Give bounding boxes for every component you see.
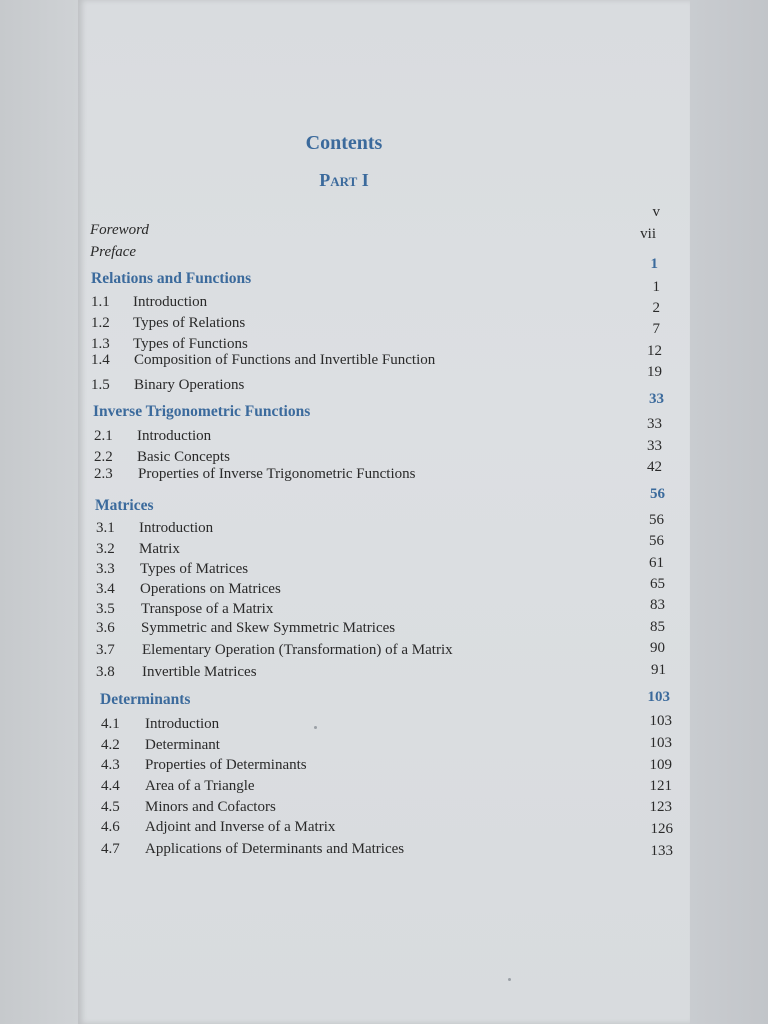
toc-page-4-2: 103 <box>649 735 672 751</box>
toc-page-4-3: 109 <box>649 757 672 773</box>
toc-page-3-5: 83 <box>650 597 665 613</box>
toc-page-1-1: 1 <box>652 279 660 295</box>
toc-page-4-4: 121 <box>649 778 672 794</box>
toc-page-1-3: 7 <box>652 321 660 337</box>
toc-page-3-4: 65 <box>650 576 665 592</box>
toc-section-4-5: 4.5 Minors and Cofactors <box>101 799 276 815</box>
toc-page-3-8: 91 <box>651 662 666 678</box>
toc-page-3-6: 85 <box>650 619 665 635</box>
toc-front-foreword: Foreword <box>90 222 149 238</box>
toc-page-4-7: 133 <box>650 843 673 859</box>
toc-page-3-7: 90 <box>650 640 665 656</box>
toc-section-2-2: 2.2 Basic Concepts <box>94 449 230 465</box>
toc-page-4-5: 123 <box>649 799 672 815</box>
toc-section-2-3: 2.3 Properties of Inverse Trigonometric Functions <box>94 466 416 482</box>
toc-page-4-1: 103 <box>649 713 672 729</box>
toc-section-4-6: 4.6 Adjoint and Inverse of a Matrix <box>101 819 336 835</box>
toc-section-1-2: 1.2 Types of Relations <box>91 315 246 331</box>
toc-section-4-4: 4.4 Area of a Triangle <box>101 778 255 794</box>
toc-page-2-1: 33 <box>647 416 662 432</box>
toc-chapter-4: Determinants <box>100 691 191 708</box>
background-right <box>690 0 768 1024</box>
toc-page-2-2: 33 <box>647 438 662 454</box>
toc-page-1-4: 12 <box>647 343 662 359</box>
toc-page-chapter-2: 33 <box>649 391 664 407</box>
toc-page-chapter-3: 56 <box>650 486 665 502</box>
toc-section-1-5: 1.5 Binary Operations <box>91 377 245 393</box>
toc-section-3-6: 3.6 Symmetric and Skew Symmetric Matrices <box>96 620 396 636</box>
toc-section-1-1: 1.1 Introduction <box>91 294 208 310</box>
toc-page-1-5: 19 <box>647 364 662 380</box>
toc-page-chapter-4: 103 <box>647 689 670 705</box>
toc-page-2-3: 42 <box>647 459 662 475</box>
toc-page-chapter-1: 1 <box>650 256 658 272</box>
toc-section-3-2: 3.2 Matrix <box>96 541 180 557</box>
toc-chapter-3: Matrices <box>95 497 154 514</box>
toc-section-4-1: 4.1 Introduction <box>101 716 220 732</box>
toc-chapter-1: Relations and Functions <box>91 270 252 287</box>
toc-section-1-4: 1.4 Composition of Functions and Invertible Function <box>91 352 436 368</box>
page-title: Contents <box>305 132 383 154</box>
toc-section-3-4: 3.4 Operations on Matrices <box>96 581 281 597</box>
toc-section-3-5: 3.5 Transpose of a Matrix <box>96 601 274 617</box>
toc-page-3-1: 56 <box>649 512 664 528</box>
toc-front-preface: Preface <box>90 244 137 260</box>
toc-page-1-2: 2 <box>652 300 660 316</box>
contents-page <box>78 0 690 1024</box>
toc-section-4-3: 4.3 Properties of Determinants <box>101 757 307 773</box>
toc-page-foreword: v <box>652 204 660 220</box>
toc-page-preface: vii <box>640 226 656 242</box>
toc-section-3-7: 3.7 Elementary Operation (Transformation) of a Matrix <box>96 642 453 658</box>
toc-section-3-3: 3.3 Types of Matrices <box>96 561 249 577</box>
toc-section-2-1: 2.1 Introduction <box>94 428 212 444</box>
toc-chapter-2: Inverse Trigonometric Functions <box>93 403 311 420</box>
paper-speck <box>314 726 317 729</box>
toc-page-4-6: 126 <box>650 821 673 837</box>
toc-section-4-2: 4.2 Determinant <box>101 737 220 753</box>
toc-section-3-8: 3.8 Invertible Matrices <box>96 664 257 680</box>
toc-section-3-1: 3.1 Introduction <box>96 520 214 536</box>
toc-section-4-7: 4.7 Applications of Determinants and Matrices <box>101 841 405 857</box>
toc-section-1-3: 1.3 Types of Functions <box>91 336 248 352</box>
toc-page-3-3: 61 <box>649 555 664 571</box>
part-title: Part I <box>319 170 369 190</box>
toc-page-3-2: 56 <box>649 533 664 549</box>
paper-speck <box>508 978 511 981</box>
